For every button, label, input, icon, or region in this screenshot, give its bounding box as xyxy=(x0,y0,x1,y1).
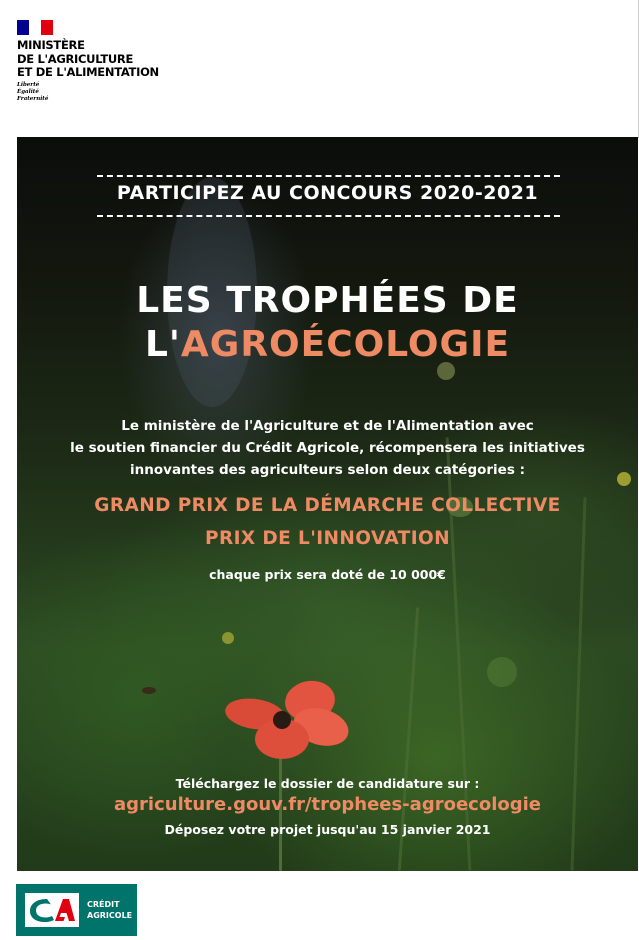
dashed-line-top xyxy=(97,175,560,177)
title-prefix: L' xyxy=(144,324,181,365)
deadline-text: Déposez votre projet jusqu'au 15 janvier 2021 xyxy=(164,822,491,837)
ca-name-line-1: CRÉDIT xyxy=(87,900,120,909)
ca-name-line-2: AGRICOLE xyxy=(87,911,133,920)
title-accent: AGROÉCOLOGIE xyxy=(180,324,511,365)
download-link[interactable]: agriculture.gouv.fr/trophees-agroecologie xyxy=(114,794,541,815)
ministry-name-line-3: ET DE L'ALIMENTATION xyxy=(17,65,159,79)
ministry-name xyxy=(17,39,159,80)
intro-line-3: innovantes des agriculteurs selon deux catégories : xyxy=(130,462,525,478)
intro-text xyxy=(17,415,638,481)
motto-fraternite: Fraternité xyxy=(17,96,49,102)
republic-motto xyxy=(17,82,48,103)
contest-banner: PARTICIPEZ AU CONCOURS 2020-2021 xyxy=(116,182,539,204)
prize-collective: GRAND PRIX DE LA DÉMARCHE COLLECTIVE xyxy=(94,495,561,516)
download-label: Téléchargez le dossier de candidature sur : xyxy=(175,776,480,791)
title-line-2 xyxy=(17,324,638,365)
ministry-name-line-2: DE L'AGRICULTURE xyxy=(17,51,134,66)
title-line-1: LES TROPHÉES DE xyxy=(136,280,519,321)
poster xyxy=(17,137,638,871)
flag-blue-band xyxy=(17,20,29,35)
poppy-center xyxy=(273,711,291,729)
motto-liberte: Liberté xyxy=(17,82,40,88)
background-bokeh xyxy=(222,632,234,644)
intro-line-2: le soutien financier du Crédit Agricole, récompensera les initiatives xyxy=(70,440,585,456)
ca-name xyxy=(87,899,132,921)
ministry-name-line-1: MINISTÈRE xyxy=(17,38,85,52)
dashed-line-bottom xyxy=(97,215,560,217)
flag-white-band xyxy=(29,20,41,35)
poppy-flower xyxy=(215,675,355,765)
flag-red-band xyxy=(41,20,53,35)
background-bokeh xyxy=(487,657,517,687)
french-flag-icon xyxy=(17,20,53,35)
motto-egalite: Égalité xyxy=(17,89,39,95)
prize-innovation: PRIX DE L'INNOVATION xyxy=(204,528,450,549)
bee-icon xyxy=(142,687,156,694)
intro-line-1: Le ministère de l'Agriculture et de l'Alimentation avec xyxy=(121,418,534,434)
ca-monogram-shape xyxy=(25,893,79,927)
credit-agricole-logo xyxy=(16,884,137,936)
ministry-logo xyxy=(17,20,217,120)
prize-value: chaque prix sera doté de 10 000€ xyxy=(209,567,446,582)
ca-monogram-icon xyxy=(25,893,79,927)
